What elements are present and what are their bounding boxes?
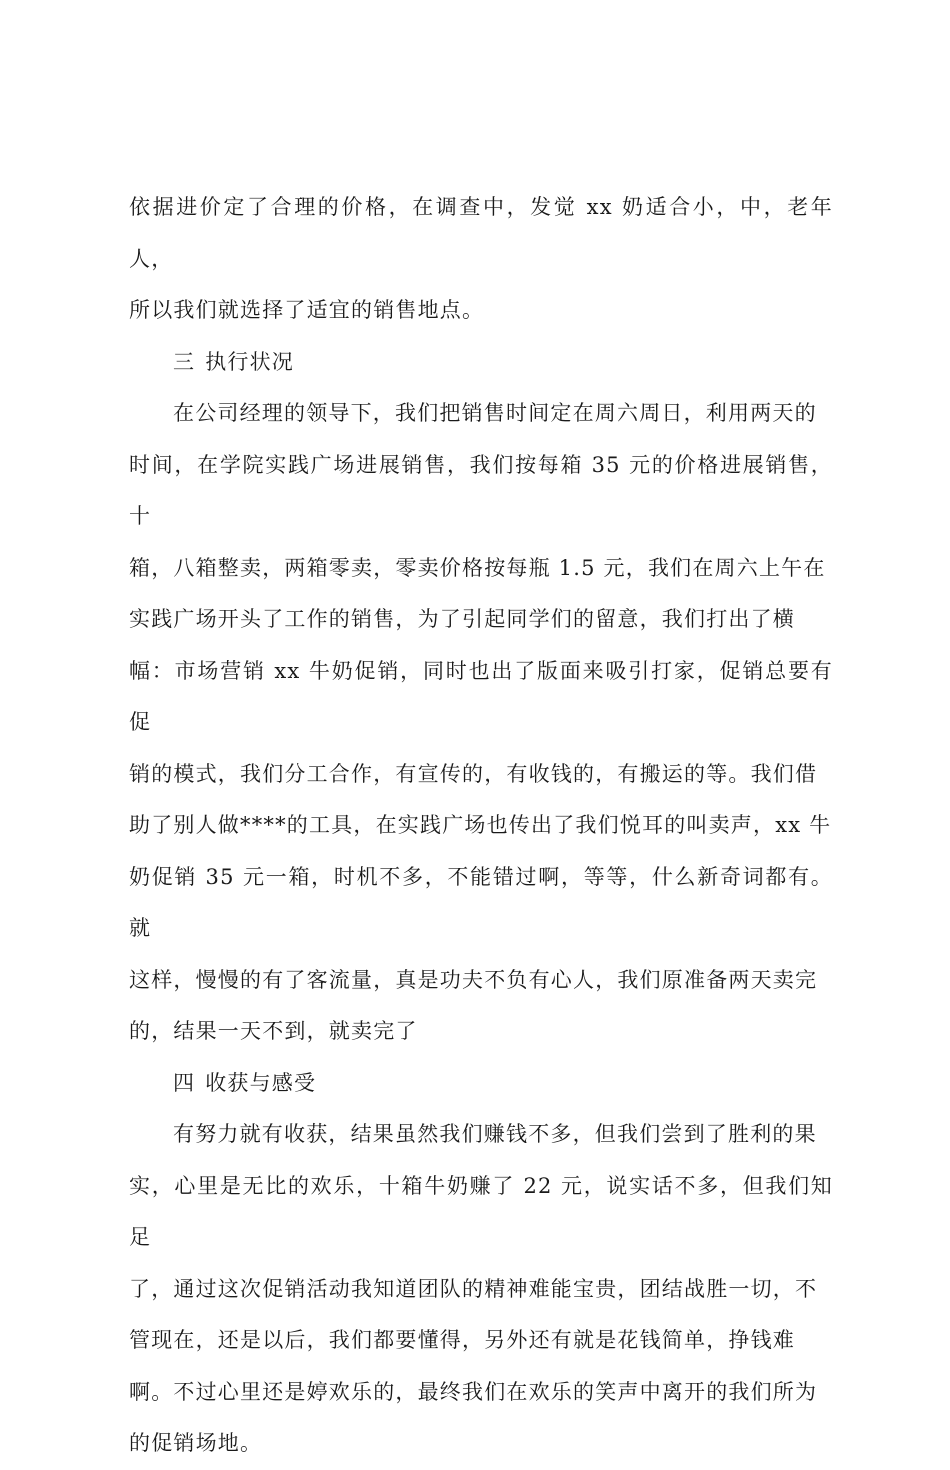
section-heading-3 — [129, 337, 833, 389]
text-line: 有努力就有收获，结果虽然我们赚钱不多，但我们尝到了胜利的果 — [173, 1122, 817, 1146]
paragraph-execution — [129, 388, 833, 1058]
section-heading-4 — [129, 1058, 833, 1110]
text-line: 的促销场地。 — [129, 1431, 263, 1455]
text-line: 啊。不过心里还是婷欢乐的，最终我们在欢乐的笑声中离开的我们所为 — [129, 1379, 818, 1404]
text-line: 时间，在学院实践广场进展销售，我们按每箱 35 元的价格进展销售，十 — [129, 452, 833, 528]
text-line: 所以我们就选择了适宜的销售地点。 — [129, 298, 485, 322]
section-number: 四 — [173, 1070, 196, 1095]
section-number: 三 — [173, 349, 196, 374]
text-line: 依据进价定了合理的价格，在调查中，发觉 xx 奶适合小，中，老年人， — [129, 195, 833, 271]
text-line: 奶促销 35 元一箱，时机不多，不能错过啊，等等，什么新奇词都有。就 — [129, 864, 833, 940]
paragraph-continuation — [129, 182, 833, 337]
text-line: 幅：市场营销 xx 牛奶促销，同时也出了版面来吸引打家，促销总要有促 — [129, 658, 833, 734]
document-body — [129, 182, 833, 1470]
section-title: 执行状况 — [205, 349, 295, 374]
text-line: 管现在，还是以后，我们都要懂得，另外还有就是花钱简单，挣钱难 — [129, 1328, 795, 1352]
paragraph-harvest — [129, 1109, 833, 1470]
text-line: 的，结果一天不到，就卖完了 — [129, 1019, 418, 1043]
text-line: 这样，慢慢的有了客流量，真是功夫不负有心人，我们原准备两天卖完 — [129, 967, 818, 992]
text-line: 实践广场开头了工作的销售，为了引起同学们的留意，我们打出了横 — [129, 607, 795, 631]
section-title: 收获与感受 — [205, 1070, 317, 1095]
text-line: 助了别人做****的工具，在实践广场也传出了我们悦耳的叫卖声，xx 牛 — [129, 813, 832, 837]
text-line: 箱，八箱整卖，两箱零卖，零卖价格按每瓶 1.5 元，我们在周六上午在 — [129, 555, 826, 580]
text-line: 实，心里是无比的欢乐，十箱牛奶赚了 22 元，说实话不多，但我们知足 — [129, 1173, 833, 1249]
text-line: 销的模式，我们分工合作，有宣传的，有收钱的，有搬运的等。我们借 — [129, 761, 818, 786]
text-line: 了，通过这次促销活动我知道团队的精神难能宝贵，团结战胜一切，不 — [129, 1276, 818, 1301]
text-line: 在公司经理的领导下，我们把销售时间定在周六周日，利用两天的 — [173, 401, 817, 425]
